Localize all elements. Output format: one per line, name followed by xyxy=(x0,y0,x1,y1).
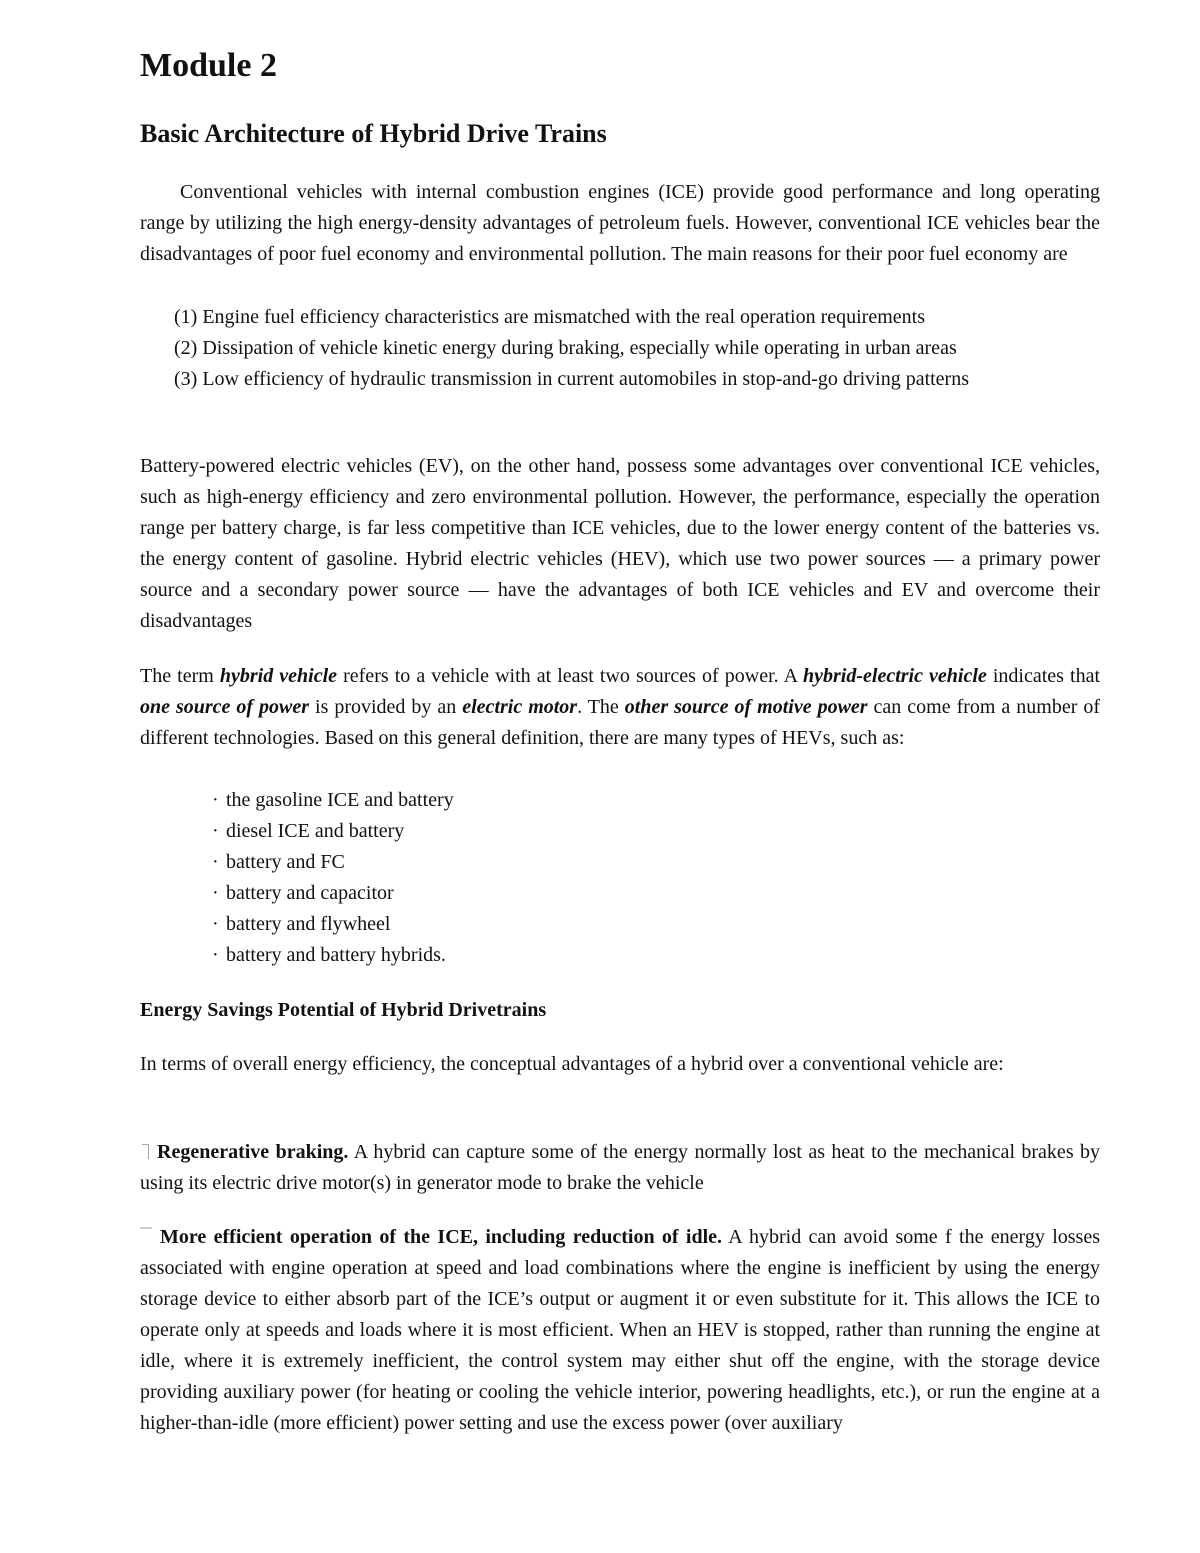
emphasis-term: electric motor xyxy=(462,696,578,718)
efficiency-intro: In terms of overall energy efficiency, the conceptual advantages of a hybrid over a conventional vehicle are: xyxy=(140,1053,1004,1075)
reason-text: Dissipation of vehicle kinetic energy during braking, especially while operating in urban areas xyxy=(202,337,957,359)
emphasis-term: other source of motive power xyxy=(624,696,868,718)
bullet-icon: · xyxy=(212,820,219,842)
advantage-title: Regenerative braking. xyxy=(157,1141,349,1163)
reason-text: Engine fuel efficiency characteristics are mismatched with the real operation requirements xyxy=(202,306,925,328)
reason-item xyxy=(174,364,1104,395)
bullet-icon: · xyxy=(212,789,219,811)
reason-number: (3) xyxy=(174,368,198,390)
emphasis-term: one source of power xyxy=(140,696,310,718)
list-item: · diesel ICE and battery xyxy=(212,816,454,847)
section-title: Basic Architecture of Hybrid Drive Trains xyxy=(140,119,607,148)
missing-bullet-icon xyxy=(140,1227,152,1239)
advantage-text: A hybrid can avoid some f the energy losses associated with engine operation at speed and load combinations where the engine is inefficient by using the energy storage device to either absorb part of the ICE’s output or augment it or even substitute for it. This allows the ICE to operate only at speeds and loads where it is most efficient. When an HEV is stopped, rather than running the engine at idle, where it is extremely inefficient, the control system may either shut off the engine, with the storage device providing auxiliary power (for heating or cooling the vehicle interior, powering headlights, etc.), or run the engine at a higher-than-idle (more efficient) power setting and use the excess power (over auxiliary xyxy=(140,1226,1100,1434)
advantage-regenerative-braking xyxy=(140,1137,1100,1199)
reason-number: (1) xyxy=(174,306,198,328)
module-title: Module 2 xyxy=(140,47,277,84)
definition-paragraph: The term hybrid vehicle refers to a vehicle with at least two sources of power. A hybrid-electric vehicle indicates that one source of power is provided by an electric motor. The other source of motive power can come from a number of different technologies. Based on this general definition, there are many types of HEVs, such as: xyxy=(140,665,1101,749)
hev-types-list xyxy=(212,785,454,971)
list-item: · battery and capacitor xyxy=(212,878,454,909)
emphasis-term: hybrid-electric vehicle xyxy=(803,665,987,687)
reason-item xyxy=(174,302,1104,333)
list-item: · the gasoline ICE and battery xyxy=(212,785,454,816)
list-item: · battery and flywheel xyxy=(212,909,454,940)
emphasis-term: hybrid vehicle xyxy=(219,665,338,687)
reason-text: Low efficiency of hydraulic transmission in current automobiles in stop-and-go driving patterns xyxy=(202,368,969,390)
bullet-icon: · xyxy=(212,882,219,904)
missing-bullet-icon xyxy=(142,1144,149,1159)
subsection-title: Energy Savings Potential of Hybrid Drivetrains xyxy=(140,999,547,1021)
reason-item xyxy=(174,333,1104,364)
intro-paragraph: Conventional vehicles with internal combustion engines (ICE) provide good performance and long operating range by utilizing the high energy-density advantages of petroleum fuels. However, conventional ICE vehicles bear the disadvantages of poor fuel economy and environmental pollution. The main reasons for their poor fuel economy are xyxy=(140,181,1100,265)
reason-number: (2) xyxy=(174,337,198,359)
bullet-icon: · xyxy=(212,944,219,966)
reasons-list xyxy=(174,302,1104,395)
advantage-text: A hybrid can capture some of the energy normally lost as heat to the mechanical brakes by using its electric drive motor(s) in generator mode to brake the vehicle xyxy=(140,1141,1101,1194)
advantage-title: More efficient operation of the ICE, including reduction of idle. xyxy=(160,1226,723,1248)
list-item: · battery and FC xyxy=(212,847,454,878)
list-item: · battery and battery hybrids. xyxy=(212,940,454,971)
bullet-icon: · xyxy=(212,851,219,873)
ev-paragraph: Battery-powered electric vehicles (EV), on the other hand, possess some advantages over conventional ICE vehicles, such as high-energy efficiency and zero environmental pollution. However, the performance, especially the operation range per battery charge, is far less competitive than ICE vehicles, due to the lower energy content of the batteries vs. the energy content of gasoline. Hybrid electric vehicles (HEV), which use two power sources — a primary power source and a secondary power source — have the advantages of both ICE vehicles and EV and overcome their disadvantages xyxy=(140,455,1100,632)
bullet-icon: · xyxy=(212,913,219,935)
advantage-efficient-ice xyxy=(140,1222,1100,1439)
